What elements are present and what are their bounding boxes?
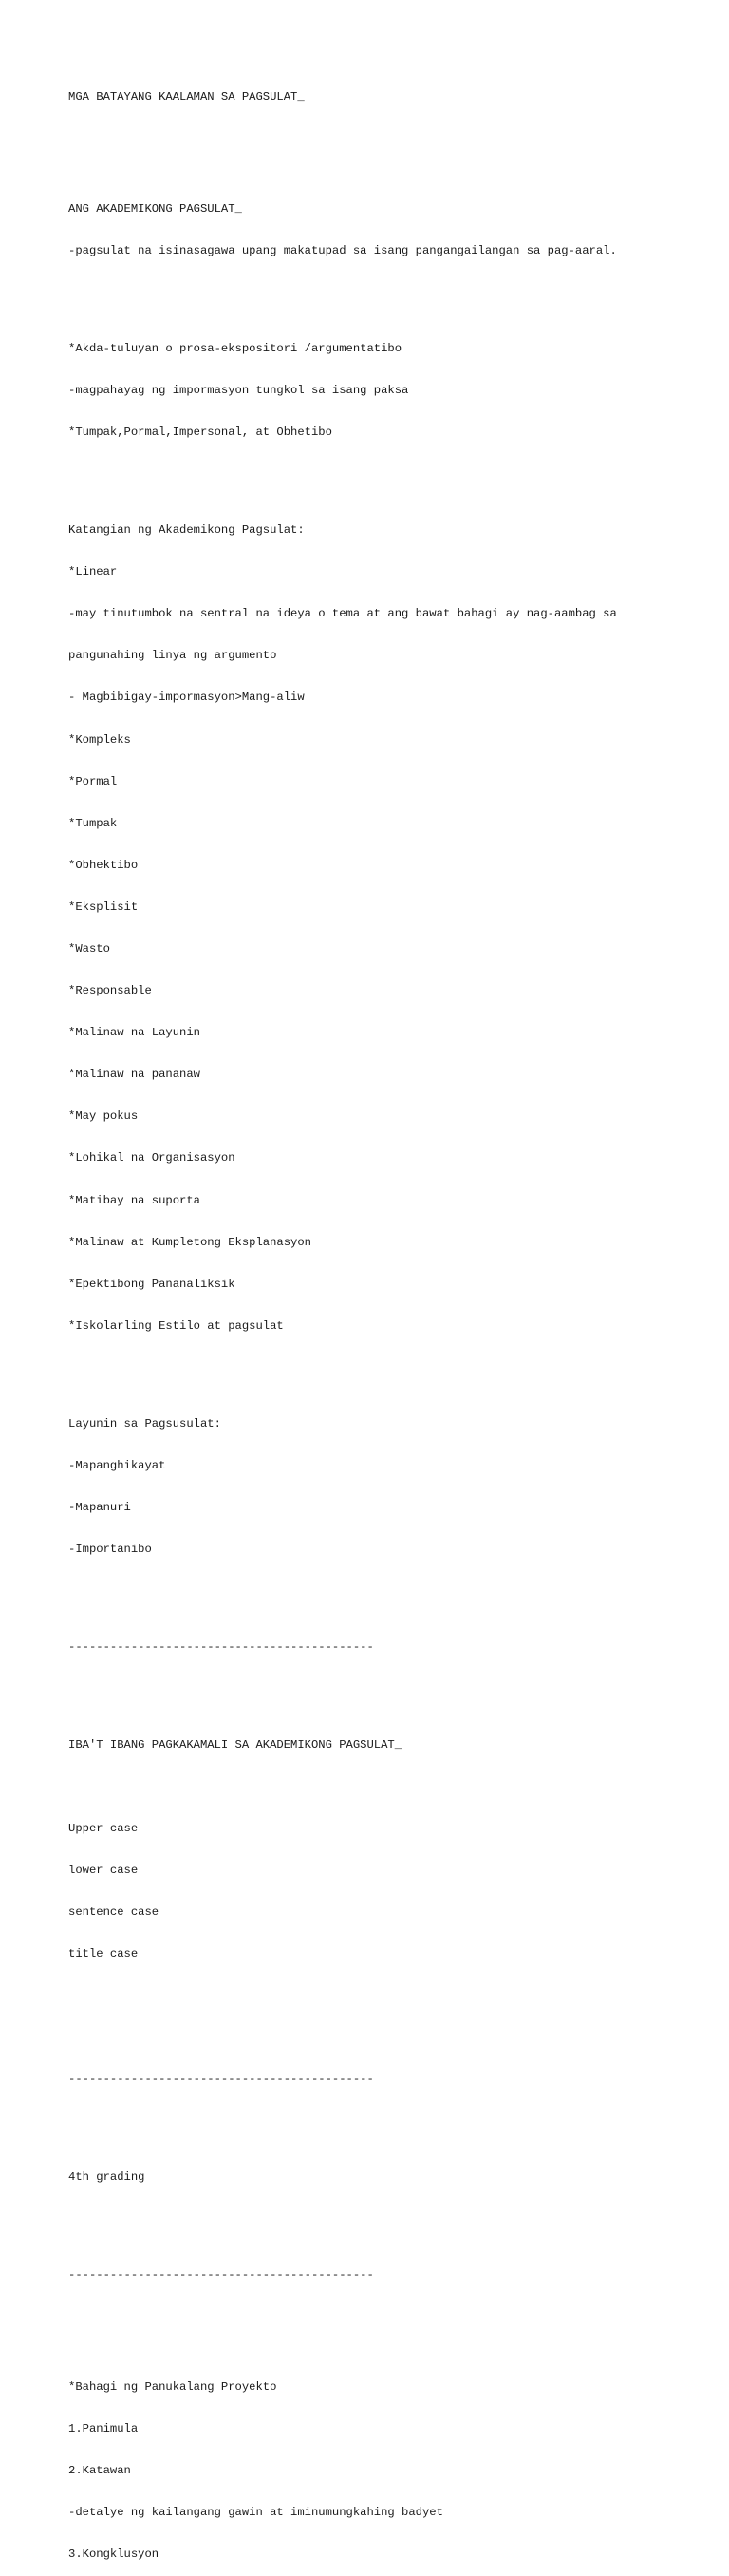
list-item: -detalye ng kailangang gawin at iminumungkahing badyet bbox=[68, 2506, 443, 2520]
list-item: 1.Panimula bbox=[68, 2421, 139, 2435]
document-page bbox=[68, 63, 695, 2576]
list-item: *Matibay na suporta bbox=[68, 1193, 200, 1207]
list-item: *Malinaw na Layunin bbox=[68, 1026, 200, 1040]
list-item: *Epektibong Pananaliksik bbox=[68, 1277, 235, 1291]
list-item: lower case bbox=[68, 1864, 139, 1878]
separator-line: -------------------------------------------- bbox=[68, 2073, 374, 2087]
list-item: *Malinaw na pananaw bbox=[68, 1068, 200, 1082]
list-item: -Mapanghikayat bbox=[68, 1458, 166, 1472]
list-item: title case bbox=[68, 1947, 139, 1961]
spacer bbox=[68, 1682, 695, 1696]
list-item: -Mapanuri bbox=[68, 1500, 131, 1514]
spacer bbox=[68, 2212, 695, 2226]
list-item: *Wasto bbox=[68, 942, 110, 956]
spacer bbox=[68, 2310, 695, 2338]
list-item: - Magbibigay-impormasyon>Mang-aliw bbox=[68, 691, 305, 705]
list-item: *Eksplisit bbox=[68, 900, 139, 914]
document-title: MGA BATAYANG KAALAMAN SA PAGSULAT_ bbox=[68, 90, 305, 104]
spacer bbox=[68, 467, 695, 482]
list-item: 2.Katawan bbox=[68, 2464, 131, 2478]
list-item: *Tumpak bbox=[68, 816, 118, 830]
pagkakamali-heading: IBA'T IBANG PAGKAKAMALI SA AKADEMIKONG PAGSULAT_ bbox=[68, 1737, 402, 1752]
separator-line: -------------------------------------------- bbox=[68, 1639, 374, 1654]
spacer bbox=[68, 133, 695, 161]
spacer bbox=[68, 2115, 695, 2130]
spacer bbox=[68, 1361, 695, 1375]
spacer bbox=[68, 286, 695, 300]
list-item: *Obhektibo bbox=[68, 858, 139, 872]
list-item: Upper case bbox=[68, 1821, 139, 1835]
list-item: *May pokus bbox=[68, 1109, 139, 1124]
akda-line: -magpahayag ng impormasyon tungkol sa isang paksa bbox=[68, 384, 409, 398]
section-definition: -pagsulat na isinasagawa upang makatupad sa isang pangangailangan sa pag-aaral. bbox=[68, 244, 617, 258]
list-item: *Pormal bbox=[68, 774, 118, 788]
list-item: *Malinaw at Kumpletong Eksplanasyon bbox=[68, 1235, 311, 1249]
list-item: -Importanibo bbox=[68, 1543, 152, 1557]
spacer bbox=[68, 1584, 695, 1599]
akda-line: *Akda-tuluyan o prosa-ekspositori /argumentatibo bbox=[68, 341, 402, 355]
grading-label: 4th grading bbox=[68, 2170, 145, 2185]
list-item: *Iskolarling Estilo at pagsulat bbox=[68, 1318, 284, 1333]
list-item: -may tinutumbok na sentral na ideya o tema at ang bawat bahagi ay nag-aambag sa bbox=[68, 607, 617, 621]
list-item: *Responsable bbox=[68, 984, 152, 998]
list-item: pangunahing linya ng argumento bbox=[68, 649, 277, 663]
list-item: *Lohikal na Organisasyon bbox=[68, 1151, 235, 1165]
katangian-heading: Katangian ng Akademikong Pagsulat: bbox=[68, 523, 305, 538]
layunin-heading: Layunin sa Pagsusulat: bbox=[68, 1416, 221, 1430]
list-item: 3.Kongklusyon bbox=[68, 2548, 159, 2562]
list-item: sentence case bbox=[68, 1905, 159, 1920]
section-heading: ANG AKADEMIKONG PAGSULAT_ bbox=[68, 202, 242, 216]
list-item: *Linear bbox=[68, 565, 118, 579]
panukala-heading: *Bahagi ng Panukalang Proyekto bbox=[68, 2379, 277, 2394]
list-item: *Kompleks bbox=[68, 732, 131, 747]
spacer bbox=[68, 1780, 695, 1794]
separator-line: -------------------------------------------- bbox=[68, 2268, 374, 2282]
akda-line: *Tumpak,Pormal,Impersonal, at Obhetibo bbox=[68, 426, 332, 440]
spacer bbox=[68, 1989, 695, 2031]
